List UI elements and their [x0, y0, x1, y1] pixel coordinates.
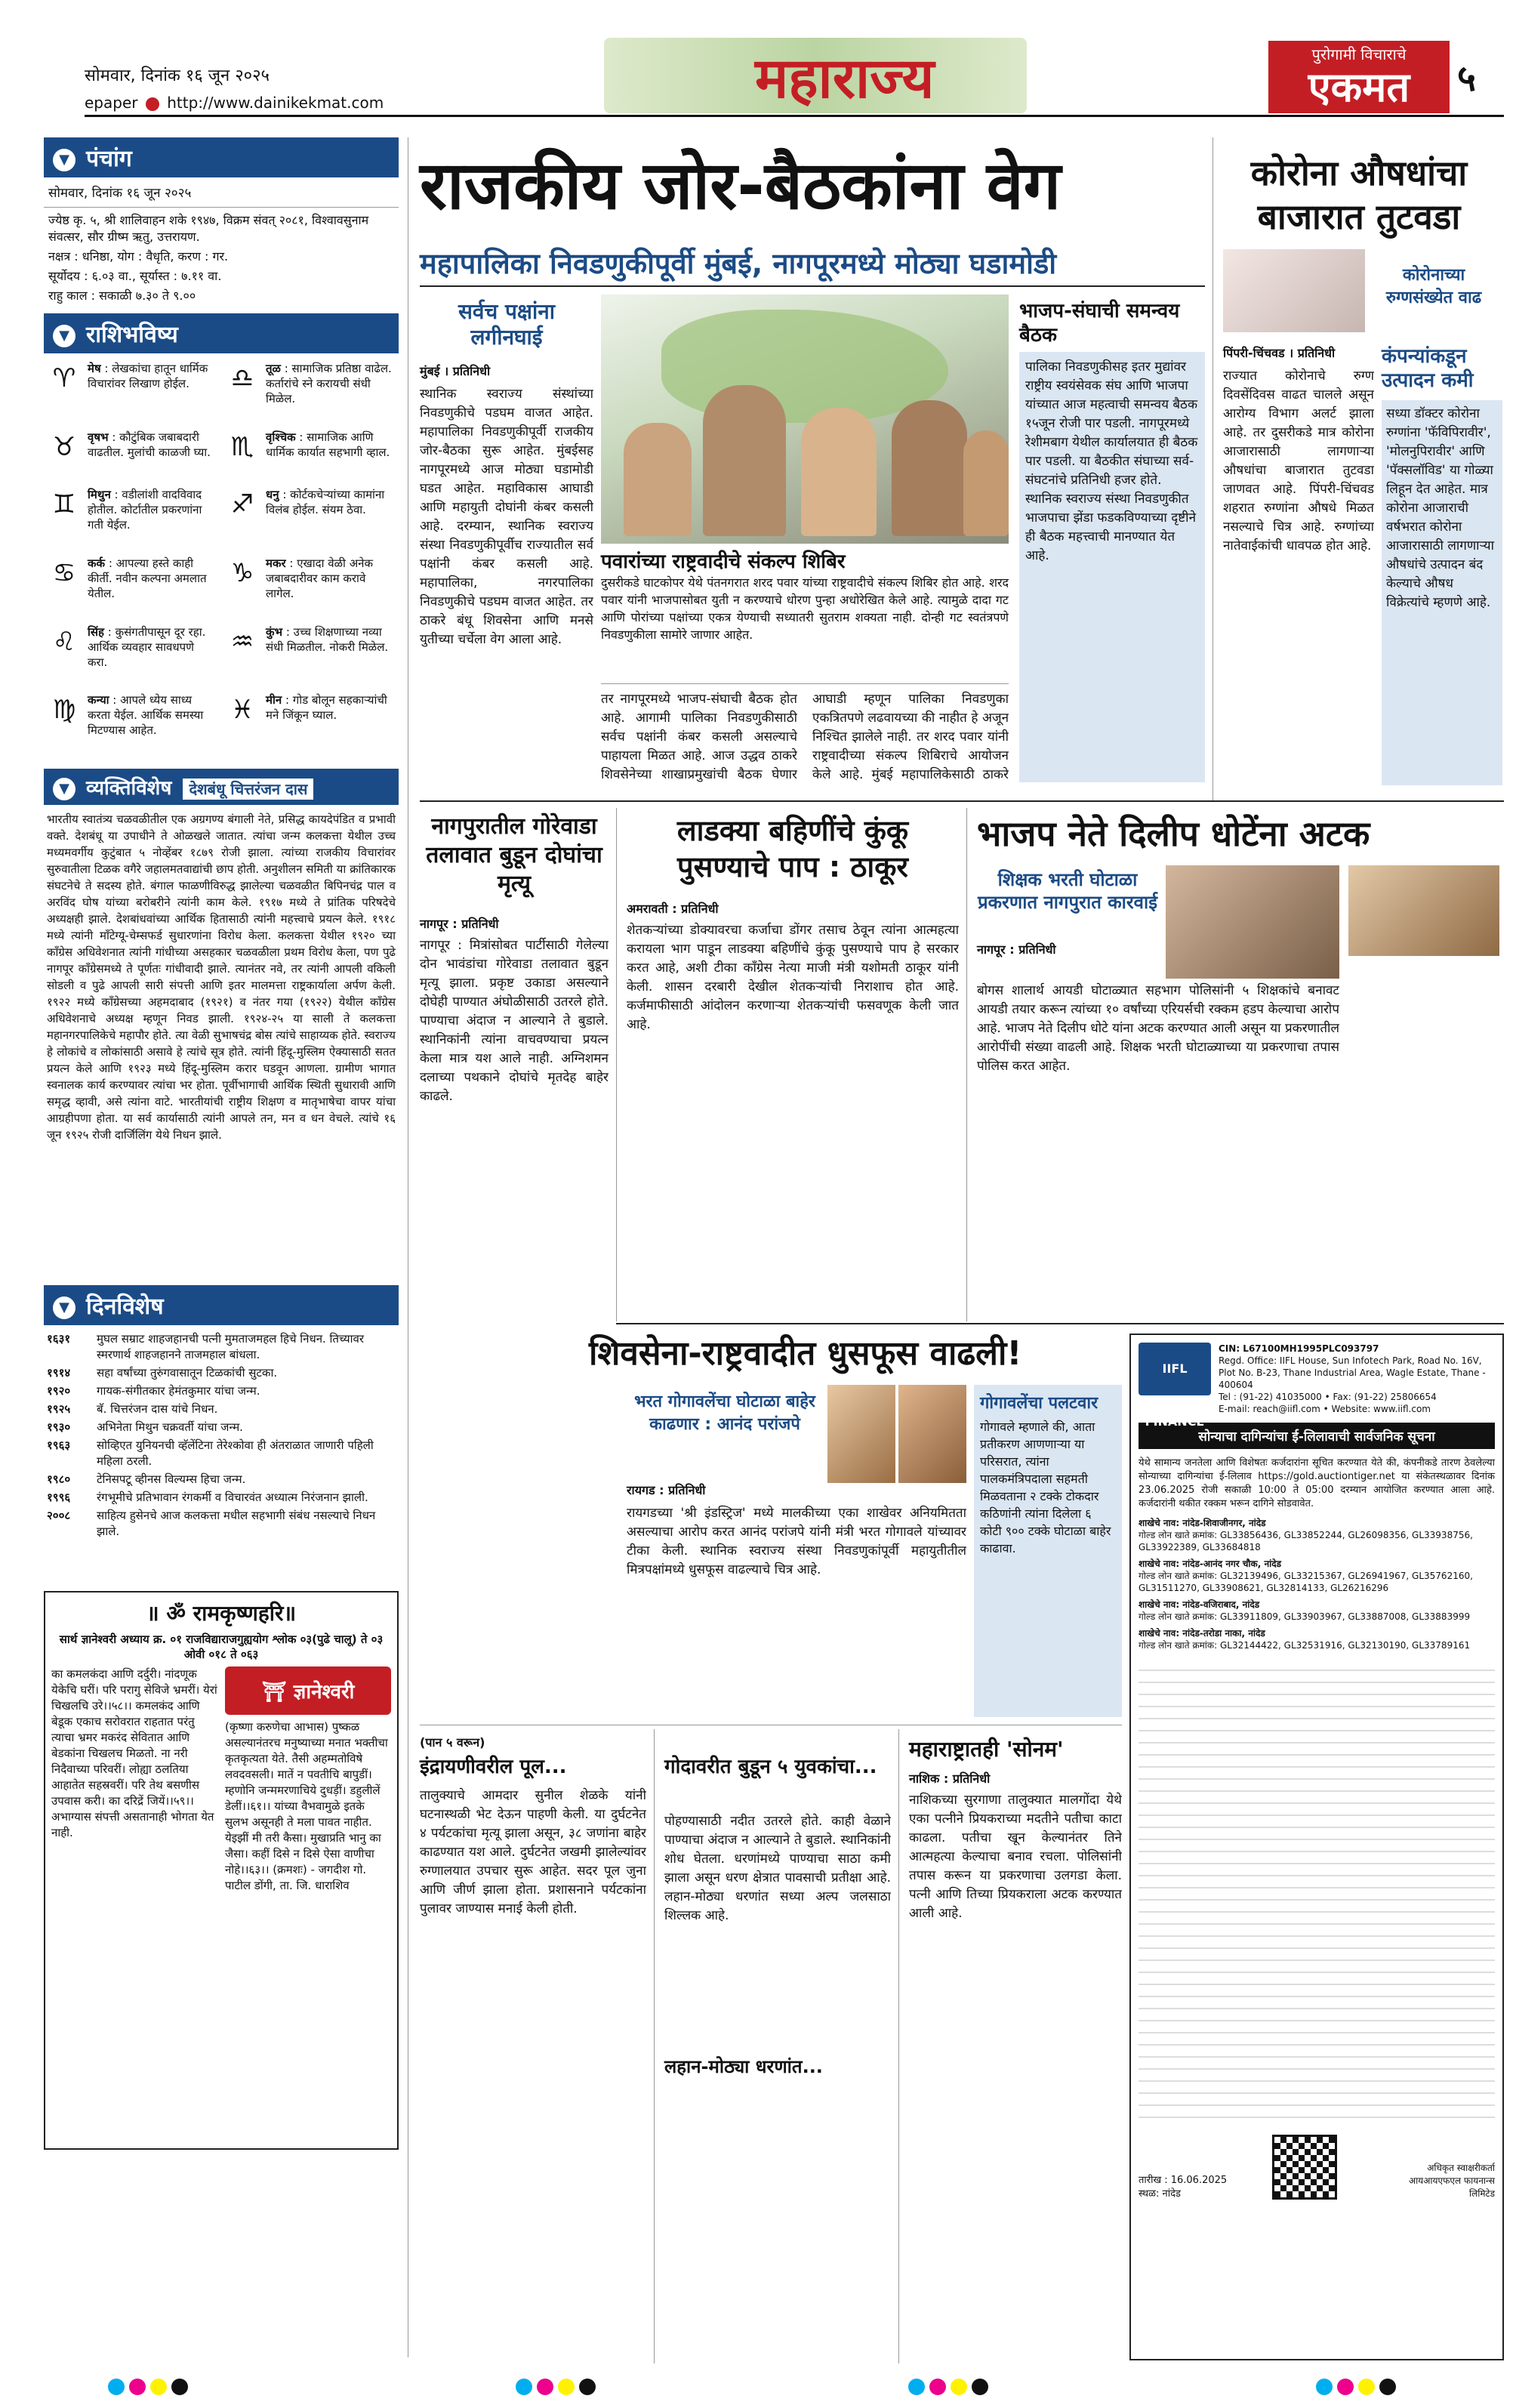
- lead-headline: राजकीय जोर-बैठकांना वेग: [420, 146, 1062, 224]
- masthead-box: [1268, 41, 1450, 113]
- shivsena-text: रायगडच्या 'श्री इंडस्ट्रिज' मध्ये मालकीच्या एका शाखेवर अनियमितता असल्याचा आरोप करत आनंद परांजपे यांनी मंत्री भरत गोगावले यांच्यावर टीका केली. स्थानिक स्वराज्य संस्था निवडणुकांपूर्वी महायुतीतील मित्रपक्षांमध्ये धुसफूस वाढल्याचे चित्र आहे.: [627, 1506, 966, 1577]
- ramkrishna-title: ॥ ॐ रामकृष्णहरि॥: [146, 1601, 297, 1626]
- shivsena-kicker: भरत गोगावलेंचा घोटाळा बाहेर काढणार : आनंद परांजपे: [634, 1392, 815, 1434]
- registration-marks-mid: [513, 2379, 598, 2398]
- aquarius-icon: ♒: [230, 626, 254, 657]
- godavari-headline2: लहान-मोठ्या धरणांत...: [664, 2056, 823, 2077]
- lead-caption-text: दुसरीकडे घाटकोपर येथे पंतनगरात शरद पवार यांच्या राष्ट्रवादीचे संकल्प शिबिर होत आहे. शरद पवार यांनी भाजपासोबत युती न करण्याचे धोरण पुन्हा अधोरेखित केले आहे. त्यामुळे दादा गट आणि पोरांच्या पक्षांच्या एकत्र येण्याची सध्यातरी सुतराम शक्यता नाही. दोन्ही गट स्वतंत्रपणे निवडणुकीला सामोरे जाणार आहेत.: [601, 575, 1009, 642]
- taurus-icon: ♉: [52, 431, 76, 462]
- section-rule: [420, 800, 1504, 802]
- iifl-cin: CIN: L67100MH1995PLC093797: [1219, 1343, 1379, 1354]
- maharashtra-map-graphic: [661, 310, 948, 423]
- chevron-down-icon: ▼: [53, 149, 75, 171]
- rashi-item-mithun: ♊ मिथुन : वडीलांशी वादविवाद होतील. कोर्टातील प्रकरणांना गती येईल.: [47, 487, 217, 550]
- lead-kicker: सर्वच पक्षांना लगीनघाई: [458, 299, 556, 350]
- lead-col1: स्थानिक स्वराज्य संस्थांच्या निवडणुकीचे पडघम वाजत आहेत. महापालिका निवडणुकीपूर्वी राजकीय जोर-बैठका सुरू आहेत. मुंबईसह नागपूरमध्ये आज मोठ्या घडामोडी घडत आहेत. महाविकास आघाडी आणि महायुती दोघांनी कंबर कसली आहे. दरम्यान, स्थानिक स्वराज्य संस्था निवडणुकीपूर्वीच राज्यातील सर्व पक्षांनी कंबर कसली आहे. महापालिका, नगरपालिका निवडणुकीचे पडघम वाजत आहेत. तर ठाकरे बंधू शिवसेना आणि मनसे युतीच्या चर्चेला वेग आला आहे.: [420, 387, 593, 647]
- chevron-down-icon: ▼: [53, 778, 75, 800]
- shivsena-side: [974, 1385, 1122, 1717]
- lead-photo-politicians: [601, 294, 1009, 544]
- registration-marks-left: [106, 2379, 190, 2398]
- section-title: महाराज्य: [755, 46, 935, 111]
- vyakti-name: देशबंधू चित्तरंजन दास: [183, 779, 313, 800]
- iifl-branch-line: शाखेचे नाव: नांदेड-शिवाजीनगर, नांदेड: [1139, 1518, 1266, 1528]
- iifl-title: सोन्याचा दागिन्यांचा ई-लिलावाची सार्वजनिक सूचना: [1139, 1423, 1495, 1449]
- corona-side-text: सध्या डॉक्टर कोरोना रुग्णांना 'फॅविपिरावीर', 'मोलनुपिरावीर' आणि 'पॅक्सलॉविड' या गोळ्या लिहून देत आहेत. मात्र कोरोना आजाराची वर्षभरात कोरोना आजारासाठी लागणाऱ्या औषधांचे उत्पादन बंद केल्याचे औषध विक्रेत्यांचे म्हणणे आहे.: [1382, 400, 1502, 785]
- aries-icon: ♈: [52, 363, 76, 393]
- politician-portrait: [703, 385, 786, 536]
- panchang-line: नक्षत्र : धनिष्ठा, योग : वैधृति, करण : गर.: [48, 249, 229, 264]
- sonam-headline: महाराष्ट्रातही 'सोनम': [909, 1737, 1064, 1762]
- corona-headline: कोरोना औषधांचा बाजारात तुटवडा: [1250, 153, 1468, 237]
- header-bar: [0, 0, 1516, 121]
- shivsena-photo-2: [898, 1385, 966, 1483]
- iifl-branch-line: शाखेचे नाव: नांदेड-वजिराबाद, नांदेड: [1139, 1599, 1260, 1610]
- section-rule: [616, 1323, 1504, 1324]
- panchang-date: सोमवार, दिनांक १६ जून २०२५: [44, 177, 399, 208]
- gorewada-text: नागपूर : मित्रांसोबत पार्टीसाठी गेलेल्या दोन भावंडांचा गोरेवाडा तलावात बुडून मृत्यू झाला. प्रकृष्ट उकाडा असल्याने दोघेही पाण्यात अंघोळीसाठी उतरले होते. पाण्याचा अंदाज न आल्याने ते बुडाले. स्थानिकांनी त्यांना वाचवण्याचा प्रयत्न केला मात्र यश आले नाही. अग्निशमन दलाच्या पथकाने दोघांचे मृतदेह बाहेर काढले.: [420, 938, 609, 1104]
- corona-byline: पिंपरी-चिंचवड । प्रतिनिधी: [1223, 346, 1336, 360]
- corona-photo: [1223, 249, 1365, 332]
- shivsena-headline: शिवसेना-राष्ट्रवादीत धुसफूस वाढली!: [589, 1334, 1022, 1373]
- leo-icon: ♌: [52, 626, 76, 657]
- dinvishesh-title: दिनविशेष: [86, 1293, 164, 1320]
- dhote-text: बोगस शालार्थ आयडी घोटाळ्यात सहभाग पोलिसांनी ५ शिक्षकांचे बनावट आयडी तयार करून त्यांच्या १० वर्षांच्या एरियर्सची रक्कम हडप केल्याचा आरोप आहे. भाजप नेते दिलीप धोटे यांना अटक करण्यात आली असून या प्रकरणातील आरोपींची संख्या वाढली आहे. शिक्षक भरती घोटाळ्याच्या या प्रकरणाचा तपास पोलिस करत आहेत.: [977, 983, 1339, 1074]
- qr-code-icon: [1272, 2135, 1337, 2200]
- lead-col2: तर नागपूरमध्ये भाजप-संघाची बैठक होत आहे. आगामी पालिका निवडणुकीसाठी सर्वच पक्षांनी कंबर कसली असल्याचे पाहायला मिळत आहे. आज उद्धव ठाकरे शिवसेनेच्या शाखाप्रमुखांची बैठक घेणार: [601, 692, 797, 782]
- rashi-grid: [44, 353, 399, 769]
- ramkrishna-col1: का कमलकंदा आणि दर्दुरी। नांदणूक येकेचि घरीं। परि परागु सेविजे भ्रमरीं। येरां चिखलचि उरे।।५८।। कमलकंद आणि बेडूक एकाच सरोवरात राहतात परंतु त्याचा भ्रमर मकरंद सेवितात आणि बेडकांना चिखलच मिळतो. ना नरी निदैवाच्या परिवरीं। लोह्या ठलतिया आहातेत सहस्रवरीं। परि तेथ बसणीस उपवास करी। का दरिद्रें जियें।।५९।। अभाग्यास संपत्ती असतानाही भोगता येत नाही.: [51, 1667, 217, 1839]
- lead-caption-title: पवारांच्या राष्ट्रवादीचे संकल्प शिबिर: [601, 550, 846, 573]
- politician-portrait: [892, 400, 967, 536]
- chevron-down-icon: ▼: [53, 1296, 75, 1319]
- epaper-row: [85, 94, 384, 112]
- dinvishesh-item: १९१४ सहा वर्षांच्या तुरुंगवासातून टिळकांची सुटका.: [47, 1366, 278, 1380]
- dnyaneshwari-logo: ⛩ ज्ञानेश्वरी: [225, 1666, 391, 1715]
- panchang-line: सूर्योदय : ६.०३ वा., सूर्यास्त : ७.११ वा.: [48, 269, 222, 283]
- caption-rule: [601, 683, 1009, 684]
- libra-icon: ♎: [230, 363, 254, 393]
- lead-rule: [420, 285, 1205, 287]
- column-divider: [898, 1729, 899, 2363]
- dhote-kicker: शिक्षक भरती घोटाळा प्रकरणात नागपुरात कारवाई: [977, 869, 1158, 913]
- header-date: सोमवार, दिनांक १६ जून २०२५: [85, 66, 270, 85]
- sonam-byline: नाशिक : प्रतिनिधी: [909, 1771, 991, 1786]
- header-rule: [85, 115, 1504, 117]
- gorewada-byline: नागपूर : प्रतिनिधी: [420, 917, 499, 931]
- left-column: [44, 137, 399, 2380]
- globe-icon: [146, 97, 159, 111]
- vyakti-header: [44, 769, 399, 805]
- iifl-body: येथे सामान्य जनतेला आणि विशेषतः कर्जदारांना सूचित करण्यात येते की, कंपनीकडे तारण ठेवलेल्या सोन्याच्या दागिन्यांचा ई-लिलाव https://gold.auctiontiger.net या संकेतस्थळावर दिनांक 23.06.2025 रोजी सकाळी 10:00 ते 05:00 दरम्यान आयोजित करण्यात आला आहे. कर्जदारांनी थकीत रक्कम भरून दागिने सोडवावेत.: [1139, 1457, 1495, 1509]
- panchang-line: राहु काल : सकाळी ७.३० ते ९.००: [48, 288, 196, 303]
- iifl-branches: [1139, 1517, 1495, 1651]
- sagittarius-icon: ♐: [230, 489, 254, 520]
- registration-marks-mid2: [906, 2379, 991, 2398]
- dhote-photo: [1166, 865, 1339, 979]
- iifl-notice: [1129, 1333, 1504, 2360]
- rashi-item-kumbh: ♒ कुंभ : उच्च शिक्षणाच्या नव्या संधी मिळतील. नोकरी मिळेल.: [225, 624, 396, 687]
- iifl-email: E-mail: reach@iifl.com • Website: www.iifl.com: [1219, 1404, 1431, 1414]
- lead-side-text: पालिका निवडणुकीसह इतर मुद्यांवर राष्ट्रीय स्वयंसेवक संघ आणि भाजपा यांच्यात आज महत्वाची समन्वय बैठक १५जून रोजी पार पडली. नागपूरमध्ये रेशीमबाग येथील कार्यालयात ही बैठक पार पडली. या बैठकीत संघाच्या सर्व-संघटनांचे प्रतिनिधी हजर होते. स्थानिक स्वराज्य संस्था निवडणुकीत भाजपाचा झेंडा फडकविण्याच्या दृष्टीने ही बैठक महत्त्वाची मानण्यात येत आहे.: [1019, 352, 1205, 782]
- panchang-title: पंचांग: [86, 146, 132, 172]
- column-divider: [966, 808, 967, 1321]
- lead-byline: मुंबई । प्रतिनिधी: [420, 364, 491, 378]
- dinvishesh-item: १९२५ बॅ. चित्तरंजन दास यांचे निधन.: [47, 1402, 218, 1416]
- epaper-label: epaper: [85, 94, 138, 112]
- vyakti-title: व्यक्तिविशेष: [86, 777, 172, 800]
- politician-portrait: [801, 408, 877, 536]
- iifl-place: स्थळ: नांदेड: [1139, 2188, 1181, 2200]
- iifl-branch-line: शाखेचे नाव: नांदेड-आनंद नगर चौक, नांदेड: [1139, 1559, 1282, 1569]
- dinvishesh-item: १९२० गायक-संगीतकार हेमंतकुमार यांचा जन्म.: [47, 1384, 260, 1398]
- column-divider: [616, 808, 617, 1321]
- corona-text: राज्यात कोरोनाचे रुग्ण दिवसेंदिवस वाढत चालले असून आरोग्य विभाग अलर्ट झाला आहे. तर दुसरीकडे मात्र कोरोना आजारासाठी लागणाऱ्या औषधांचा बाजारात तुटवडा जाणवत आहे. पिंपरी-चिंचवड शहरात रुग्णांना औषधे मिळत नसल्याचे चित्र आहे. रुग्णांच्या नातेवाईकांची धावपळ होत आहे.: [1223, 368, 1374, 553]
- rashi-item-vrushchik: ♏ वृश्चिक : सामाजिक आणि धार्मिक कार्यात सहभागी व्हाल.: [225, 430, 396, 482]
- indrayani-kicker: (पान ५ वरून): [420, 1735, 485, 1750]
- rashi-title: राशिभविष्य: [86, 322, 178, 348]
- iifl-branch-line: गोल्ड लोन खाते क्रमांक: GL32144422, GL32531916, GL32130190, GL33789161: [1139, 1640, 1471, 1651]
- dinvishesh-item: १९६३ सोव्हिएत युनियनची व्हॅलेंटिना तेरेश्कोवा ही अंतराळात जाणारी पहिली महिला ठरली.: [47, 1438, 374, 1468]
- godavari-headline: गोदावरीत बुडून ५ युवकांचा...: [664, 1756, 877, 1778]
- virgo-icon: ♍: [52, 695, 76, 726]
- shivsena-byline: रायगड : प्रतिनिधी: [627, 1483, 706, 1497]
- sonam-text: नाशिकच्या सुरगाणा तालुक्यात मालगोंदा येथे एका पत्नीने प्रियकराच्या मदतीने पतीचा काटा काढला. पतीचा खून केल्यानंतर तिने आत्महत्या केल्याचा बनाव रचला. पोलिसांनी तपास करून या प्रकरणाचा उलगडा केला. पत्नी आणि तिच्या प्रियकराला अटक करण्यात आली आहे.: [909, 1793, 1122, 1921]
- ladki-byline: अमरावती : प्रतिनिधी: [627, 902, 719, 916]
- dinvishesh-list: [44, 1325, 399, 1586]
- politician-portrait: [624, 423, 692, 536]
- dinvishesh-item: १९८० टेनिसपटू व्हीनस विल्यम्स हिचा जन्म.: [47, 1472, 246, 1486]
- iifl-tel: Tel : (91-22) 41035000 • Fax: (91-22) 25806654: [1219, 1392, 1437, 1402]
- chevron-down-icon: ▼: [53, 325, 75, 347]
- indrayani-headline: इंद्रायणीवरील पूल...: [420, 1756, 567, 1778]
- iifl-filler: [1139, 1659, 1495, 2127]
- dinvishesh-item: १९३० अभिनेता मिथुन चक्रवर्ती यांचा जन्म.: [47, 1420, 243, 1434]
- page-number: ५: [1457, 57, 1476, 100]
- dinvishesh-item: १६३१ मुघल सम्राट शाहजहानची पत्नी मुमताजमहल हिचे निधन. तिच्यावर स्मरणार्थ शाहजहानने ताजमहाल बांधला.: [47, 1332, 364, 1361]
- iifl-branch-line: गोल्ड लोन खाते क्रमांक: GL32139496, GL33215367, GL26941967, GL35762160, GL31511270, GL33908621, GL32814133, GL26216296: [1139, 1571, 1473, 1593]
- godavari-text: पोहण्यासाठी नदीत उतरले होते. काही वेळाने पाण्याचा अंदाज न आल्याने ते बुडाले. स्थानिकांनी शोध घेतला. धरणांमध्ये पाण्याचा साठा कमी झाला असून धरण क्षेत्रात पावसाची प्रतीक्षा आहे. लहान-मोठ्या धरणांत सध्या अल्प जलसाठा शिल्लक आहे.: [664, 1814, 891, 1923]
- rashi-item-dhanu: ♐ धनु : कोर्टकचेऱ्यांच्या कामांना विलंब होईल. संयम ठेवा.: [225, 487, 396, 550]
- dhote-byline: नागपूर : प्रतिनिधी: [977, 942, 1056, 957]
- iifl-signatory: अधिकृत स्वाक्षरीकर्ता आयआयएफएल फायनान्स लिमिटेड: [1409, 2163, 1495, 2199]
- gorewada-headline: नागपुरातील गोरेवाडा तलावात बुडून दोघांचा मृत्यू: [426, 813, 602, 897]
- ramkrishna-col2: (कृष्णा करुणेचा आभास) पुष्कळ असल्यानंतरच मनुष्याच्या मनात भक्तीचा कृतकृत्यता येते. तैसी अहम्मतोविषे लवदवसली। मातें न पवतीचि बापुडीं। म्हणोनि जन्ममरणाचिये दुधड़ीं। डहुलीलें डेलीं।।६१।। यांच्या वैभवामुळे इतके सुलभ असूनही ते मला पावत नाहीत. येइझीं मी तरी कैसा। मुखाप्रति भानु का जैसा। कहीं दिसे न दिसे ऐसा वाणीचा नोहे।।६३।। (क्रमशः) - जगदीश गो. पाटील डोंगी, ता. जि. धाराशिव: [225, 1720, 388, 1892]
- indrayani-text: तालुक्याचे आमदार सुनील शेळके यांनी घटनास्थळी भेट देऊन पाहणी केली. या दुर्घटनेत ४ पर्यटकांचा मृत्यू झाला असून, ३८ जणांना बाहेर काढण्यात यश आले. दुर्घटनेत जखमी झालेल्यांवर रुग्णालयात उपचार सुरू आहेत. सदर पूल जुना आणि जीर्ण झाला होता. प्रशासनाने पर्यटकांना पुलावर जाण्यास मनाई केली होती.: [420, 1788, 646, 1916]
- iifl-branch-line: गोल्ड लोन खाते क्रमांक: GL33856436, GL33852244, GL26098356, GL33938756, GL33922389, GL33684818: [1139, 1530, 1473, 1552]
- rashi-item-makar: ♑ मकर : एखादा वेळी अनेक जबाबदारीवर काम करावे लागेल.: [225, 556, 396, 618]
- temple-icon: ⛩: [261, 1681, 287, 1703]
- gemini-icon: ♊: [52, 489, 76, 520]
- epaper-link[interactable]: http://www.dainikekmat.com: [167, 94, 384, 112]
- vyakti-text: भारतीय स्वातंत्र्य चळवळीतील एक अग्रगण्य बंगाली नेते, प्रसिद्ध कायदेपंडित व प्रभावी वक्ते. देशबंधू या उपाधीने ते ओळखले जातात. त्यांचा जन्म कलकत्ता येथील उच्च मध्यमवर्गीय कुटुंबात ५ नोव्हेंबर १८७९ रोजी झाला. त्यांच्या राजकीय विचारांवर सुरुवातीला टिळक वगैरे जहालमतवाद्यांची छाप होती. अनुशीलन समिती या क्रांतिकारक संघटनेचे ते सदस्य होते. बंगाल फाळणीविरुद्ध झालेल्या चळवळीत बिपिनचंद्र पाल व अरविंद घोष यांच्या बरोबरीने त्यांनी काम केले. १९१७ मध्ये ते प्रांतिक परिषदेचे अध्यक्षही झाले. देशबांधवांच्या आर्थिक हितासाठी त्यांनी महत्त्वाचे प्रयत्न केले. १९१८ मध्ये त्यांनी माँटेग्यू-चेम्सफर्ड सुधारणांना विरोध केला. कलकत्ता येथील १९२० च्या काँग्रेस अधिवेशनात त्यांनी गांधीच्या असहकार चळवळीला प्रथम विरोध केला, पण पुढे नागपूर काँग्रेसमध्ये ते पूर्णतः गांधीवादी झाले. त्यानंतर नवे, तर त्यांनी आपली वकिली सोडली व पुढे आपली सारी संपत्ती आणि इतर मालमत्ता राष्ट्रकार्याला अर्पण केली. १९२२ मध्ये काँग्रेसच्या अहमदाबाद (१९२१) व नंतर गया (१९२२) येथील काँग्रेस अधिवेशनाचे अध्यक्ष म्हणून निवड झाली. १९२४-२५ या साली ते कलकत्ता महानगरपालिकेचे महापौर होते. त्या वेळी सुभाषचंद्र बोस त्यांचे साहाय्यक होते. स्वराज्य हे लोकांचे व लोकांसाठी असावे हे त्यांचे सूत्र होते. त्यांनी हिंदू-मुस्लिम ऐक्यासाठी सतत प्रयत्न केले आणि १९२३ मध्ये हिंदू-मुस्लिम करार घडवून आणला. ग्रामीण भागात स्वनालक कार्य करण्यावर त्यांचा भर होता. पूर्वीभागाची आर्थिक स्थिती सुधारावी आणि समृद्ध व्हावी, असे त्यांना वाटे. भारतीयांची राष्ट्रीय शिक्षण व मातृभाषेचा वापर यांचा आग्रहीपणा होता. या सर्व कार्यासाठी त्यांनी आपले तन, मन व धन वेचले. त्यांचे १६ जून १९२५ रोजी दार्जिलिंग येथे निधन झाले.: [47, 812, 396, 1142]
- ramkrishna-box: [44, 1591, 399, 2150]
- panchang-header: [44, 137, 399, 177]
- rashi-item-meen: ♓ मीन : गोड बोलून सहकाऱ्यांची मने जिंकून घ्याल.: [225, 692, 396, 755]
- registration-marks-right: [1314, 2379, 1398, 2398]
- capricorn-icon: ♑: [230, 557, 254, 588]
- rashi-item-tula: ♎ तूळ : सामाजिक प्रतिष्ठा वाढेल. कर्तारांचे स्ने करायची संधी मिळेल.: [225, 361, 396, 424]
- corona-photo-caption: कोरोनाच्या रुग्णसंख्येत वाढ: [1385, 266, 1482, 307]
- ladki-text: शेतकऱ्यांच्या डोक्यावरचा कर्जाचा डोंगर तसाच ठेवून त्यांना आत्महत्या करायला भाग पाडून लाडक्या बहिणींचे कुंकू पुसण्याचे पाप हे सरकार करत आहे, अशी टीका काँग्रेस नेत्या माजी मंत्री यशोमती ठाकूर यांनी केली. शासन दरबारी देखील शेतकऱ्यांची निराशाच होत आहे. कर्जमाफीसाठी आंदोलन करणाऱ्या शेतकऱ्यांची फसवणूक केली जात आहे.: [627, 923, 959, 1032]
- lead-col3: आघाडी म्हणून पालिका निवडणुका एकत्रितपणे लढवायच्या की नाहीत हे अजून निश्चित झालेले नाही. तर शरद पवार यांनी राष्ट्रवादीच्या संकल्प शिबिराचे आयोजन केले आहे. मुंबई महापालिकेसाठी ठाकरे: [812, 692, 1009, 782]
- masthead-logo: एकमत: [1308, 63, 1410, 111]
- dhote-headline: भाजप नेते दिलीप धोटेंना अटक: [977, 813, 1370, 854]
- dinvishesh-item: २००८ साहित्य हुसेनचे आज कलकत्ता मधील सहभागी संबंध नसल्याचे निधन झाले.: [47, 1509, 376, 1538]
- rashi-header: [44, 313, 399, 353]
- iifl-regd: Regd. Office: IIFL House, Sun Infotech Park, Road No. 16V, Plot No. B-23, Thane Industrial Area, Wagle Estate, Thane - 400604: [1219, 1355, 1486, 1390]
- dinvishesh-header: [44, 1285, 399, 1325]
- lead-subhead: महापालिका निवडणुकीपूर्वी मुंबई, नागपूरमध्ये मोठ्या घडामोडी: [420, 247, 1057, 280]
- rashi-item-sinh: ♌ सिंह : कुसंगतीपासून दूर रहा. आर्थिक व्यवहार सावधपणे करा.: [47, 624, 217, 687]
- iifl-branch-line: शाखेचे नाव: नांदेड-तरोडा नाका, नांदेड: [1139, 1628, 1265, 1639]
- ladki-headline: लाडक्या बहिणींचे कुंकू पुसण्याचे पाप : ठाकूर: [676, 814, 909, 883]
- dinvishesh-item: १९९६ रंगभूमीचे प्रतिभावान रंगकर्मी व विचारवंत अध्यात्म निरंजनान झाली.: [47, 1491, 368, 1504]
- pisces-icon: ♓: [230, 695, 254, 726]
- iifl-branch-line: गोल्ड लोन खाते क्रमांक: GL33911809, GL33903967, GL33887008, GL33883999: [1139, 1611, 1471, 1622]
- ramkrishna-sub: सार्थ ज्ञानेश्वरी अध्याय क्र. ०१ राजविद्याराजगुह्ययोग श्लोक ०३(पुढे चालू) ते ०३ ओवी ०१८ ते ०६३: [59, 1633, 384, 1661]
- rashi-item-mesh: ♈ मेष : लेखकांचा हातून धार्मिक विचारांवर लिखाण होईल.: [47, 361, 217, 424]
- shivsena-side-text: गोगावले म्हणाले की, आता प्रतीकरण आणणाऱ्या या परिसरात, त्यांना पालकमंत्रिपदाला सहमती मिळवताना २ टक्के टोकदार कठिणांनी त्यांना दिलेला ६ कोटी ९०० टक्के घोटाळा बाहेर काढावा.: [980, 1420, 1111, 1555]
- column-divider: [654, 1729, 655, 2363]
- panchang-body: [44, 208, 399, 309]
- rashi-item-kanya: ♍ कन्या : आपले ध्येय साध्य करता येईल. आर्थिक समस्या मिटण्यास आहेत.: [47, 692, 217, 755]
- shivsena-photo-1: [827, 1385, 895, 1483]
- masthead-tagline: पुरोगामी विचाराचे: [1311, 45, 1407, 63]
- rashi-item-vrushabh: ♉ वृषभ : कौटुंबिक जबाबदारी वाढतील. मुलांची काळजी घ्या.: [47, 430, 217, 482]
- dhote-portrait: [1348, 865, 1499, 956]
- iifl-logo: IIFL FINANCE: [1139, 1343, 1211, 1395]
- rashi-item-kark: ♋ कर्क : आपल्या हस्ते काही कीर्ती. नवीन कल्पना अमलात येतील.: [47, 556, 217, 618]
- scorpio-icon: ♏: [230, 431, 254, 462]
- politician-portrait: [963, 430, 1009, 536]
- iifl-date: तारीख : 16.06.2025: [1139, 2175, 1228, 2186]
- column-divider: [1212, 137, 1213, 802]
- lead-side-title: भाजप-संघाची समन्वय बैठक: [1019, 300, 1180, 347]
- shivsena-side-title: गोगावलेंचा पलटवार: [980, 1394, 1098, 1413]
- corona-side-title: कंपन्यांकडून उत्पादन कमी: [1382, 345, 1474, 392]
- cancer-icon: ♋: [52, 557, 76, 588]
- panchang-line: ज्येष्ठ कृ. ५, श्री शालिवाहन शके १९४७, विक्रम संवत् २०८१, विश्वावसुनाम संवत्सर, सौर ग्रीष्म ऋतु, उत्तरायण.: [48, 213, 369, 244]
